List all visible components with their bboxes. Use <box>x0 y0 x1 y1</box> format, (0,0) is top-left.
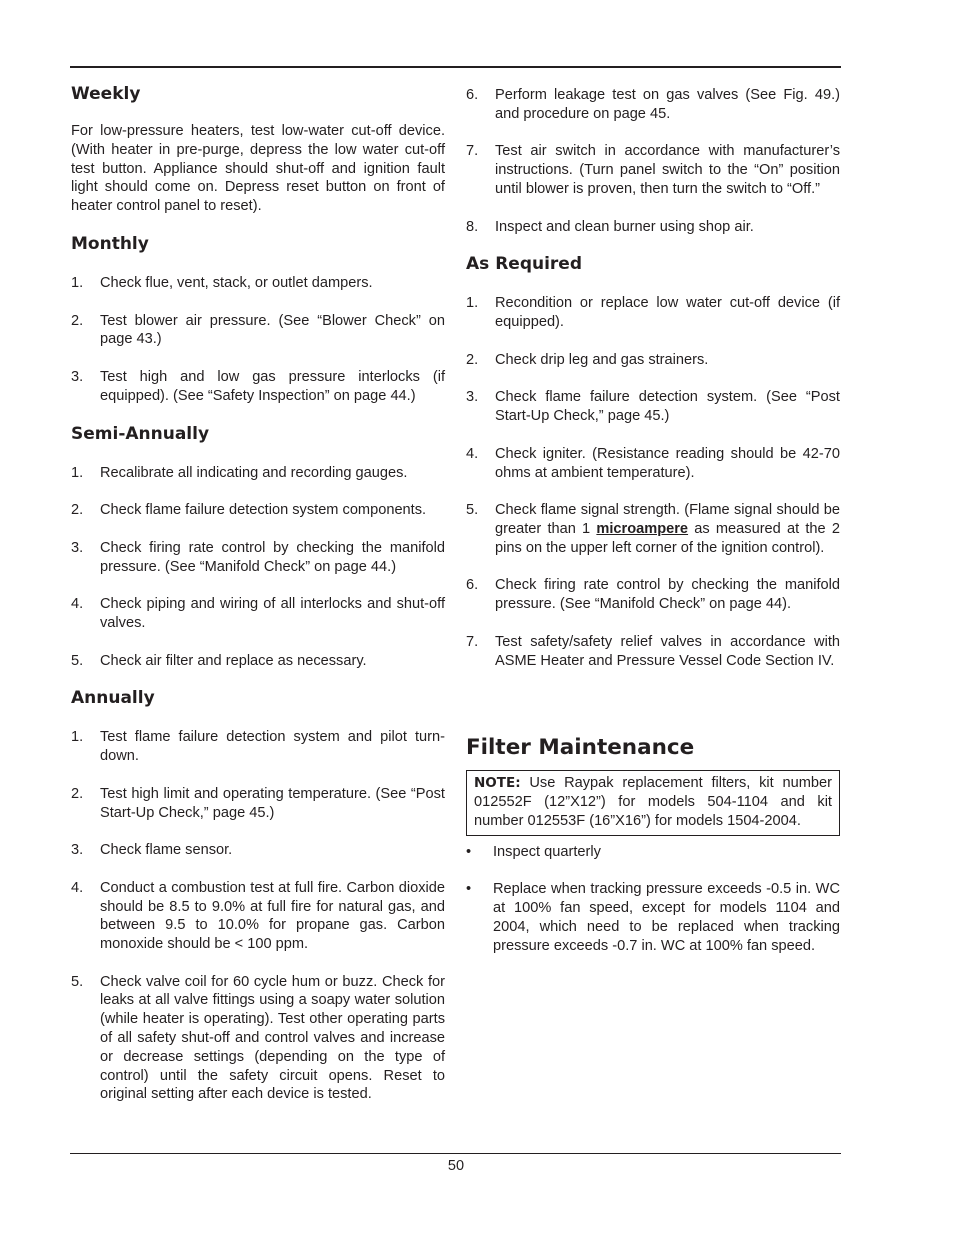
list-item <box>466 351 840 370</box>
bullet-mark: • <box>466 881 472 898</box>
list-item <box>466 142 840 198</box>
list-item <box>71 312 445 350</box>
list-item <box>71 501 445 520</box>
note-label: NOTE: <box>474 775 521 792</box>
left-column <box>71 78 445 1104</box>
bullet-mark: • <box>466 843 472 860</box>
item-text: Conduct a combustion test at full fire. Carbon dioxide should be 8.5 to 9.0% at full fire for natural gas, and between 9.5 to 10.0% for propane gas. Carbon monoxide should be < 100 ppm. <box>100 879 445 953</box>
list-item <box>466 294 840 332</box>
item-text: Check valve coil for 60 cycle hum or buzz. Check for leaks at all valve fittings using a soapy water solution (while heater is operating). Test other operating parts of all safety shut-off and control valves and increase or decrease settings (depending on the type of control) until the safety circuit opens. Reset to original setting after each device is tested. <box>100 973 445 1103</box>
continued-list <box>466 86 840 236</box>
item-text: Test high limit and operating temperature. (See “Post Start-Up Check,” page 45.) <box>100 785 445 821</box>
list-item <box>71 841 445 860</box>
item-text-after-link: as measured at the 2 pins on the upper left corner of the ignition control). <box>495 520 840 556</box>
item-text: Inspect and clean burner using shop air. <box>495 218 754 235</box>
as-required-heading: As Required <box>466 254 582 275</box>
item-number: 4. <box>71 879 84 896</box>
item-number: 5. <box>71 652 84 669</box>
item-text: Recondition or replace low water cut-off device (if equipped). <box>495 295 840 331</box>
item-text: Check firing rate control by checking the manifold pressure. (See “Manifold Check” on page 44). <box>495 577 840 613</box>
list-item <box>71 785 445 823</box>
item-number: 8. <box>466 218 479 235</box>
weekly-heading: Weekly <box>71 84 141 104</box>
item-number: 2. <box>466 351 479 368</box>
item-number: 6. <box>466 577 479 594</box>
item-text: Replace when tracking pressure exceeds -0.5 in. WC at 100% fan speed, except for models 1104 and 2004, which need to be replaced when tracking pressure exceeds -0.7 in. WC at 100% fan speed. <box>493 881 840 954</box>
item-number: 3. <box>466 389 479 406</box>
monthly-list <box>71 274 445 406</box>
list-item <box>466 218 840 237</box>
list-item <box>466 445 840 483</box>
item-number: 2. <box>71 502 84 519</box>
item-text: Test flame failure detection system and pilot turn-down. <box>100 729 445 765</box>
list-item <box>466 576 840 614</box>
filter-bullets <box>466 843 840 956</box>
item-text: Check air filter and replace as necessary. <box>100 652 367 669</box>
right-column <box>466 78 840 955</box>
list-item <box>466 388 840 426</box>
item-text: Perform leakage test on gas valves (See Fig. 49.) and procedure on page 45. <box>495 87 840 122</box>
item-text: Test high and low gas pressure interlocks (if equipped). (See “Safety Inspection” on page 44.) <box>100 368 445 404</box>
item-number: 4. <box>466 445 479 462</box>
semi-annually-heading: Semi-Annually <box>71 423 210 444</box>
filter-maintenance-heading: Filter Maintenance <box>466 735 695 761</box>
list-item <box>71 595 445 633</box>
item-text: Recalibrate all indicating and recording gauges. <box>100 464 408 481</box>
list-item <box>466 633 840 671</box>
item-text: Check firing rate control by checking the manifold pressure. (See “Manifold Check” on page 44.) <box>100 539 445 575</box>
list-item <box>71 368 445 406</box>
as-required-list <box>466 294 840 670</box>
list-item <box>466 880 840 955</box>
item-text: Check drip leg and gas strainers. <box>495 351 709 368</box>
item-text: Test blower air pressure. (See “Blower Check” on page 43.) <box>100 312 445 348</box>
list-item <box>71 274 445 293</box>
item-number: 1. <box>71 274 84 291</box>
item-number: 5. <box>71 973 84 990</box>
item-number: 2. <box>71 785 84 802</box>
item-number: 7. <box>466 633 479 650</box>
item-number: 7. <box>466 143 479 160</box>
item-number: 3. <box>71 539 84 556</box>
item-text: Check igniter. (Resistance reading should be 42-70 ohms at ambient temperature). <box>495 445 840 481</box>
list-item <box>71 728 445 766</box>
list-item <box>71 973 445 1105</box>
item-number: 1. <box>71 464 84 481</box>
item-text: Check flue, vent, stack, or outlet dampers. <box>100 274 373 291</box>
page-number: 50 <box>447 1158 465 1174</box>
item-text <box>495 501 840 557</box>
item-number: 1. <box>71 729 84 746</box>
item-text: Test air switch in accordance with manufacturer’s instructions. (Turn panel switch to the “On” position until blower is proven, then turn the switch to “Off.” <box>495 143 840 197</box>
weekly-text: For low-pressure heaters, test low-water cut-off device. (With heater in pre-purge, depress the low water cut-off test button. Appliance should shut-off and ignition fault light should come on. Depress reset button on front of heater control panel to reset). <box>71 123 445 215</box>
list-item <box>466 843 840 862</box>
item-number: 5. <box>466 502 479 519</box>
list-item <box>466 501 840 557</box>
note-box <box>466 770 840 835</box>
annually-list <box>71 728 445 1104</box>
bottom-rule <box>70 1153 841 1154</box>
microampere-link[interactable]: microampere <box>596 520 689 537</box>
item-text: Check flame failure detection system components. <box>100 502 427 519</box>
item-text: Test safety/safety relief valves in accordance with ASME Heater and Pressure Vessel Code Section IV. <box>495 633 840 669</box>
item-number: 6. <box>466 87 479 103</box>
item-number: 3. <box>71 368 84 385</box>
item-number: 3. <box>71 842 84 859</box>
list-item <box>71 879 445 954</box>
top-rule <box>70 66 841 68</box>
item-text: Check flame failure detection system. (See “Post Start-Up Check,” page 45.) <box>495 389 840 425</box>
item-text: Inspect quarterly <box>493 843 601 860</box>
list-item <box>466 86 840 124</box>
item-number: 4. <box>71 596 84 613</box>
item-text: Check flame sensor. <box>100 842 233 859</box>
semi-annually-list <box>71 464 445 671</box>
monthly-heading: Monthly <box>71 233 149 254</box>
list-item <box>71 464 445 483</box>
item-number: 1. <box>466 295 479 312</box>
item-number: 2. <box>71 312 84 329</box>
annually-heading: Annually <box>71 688 155 709</box>
item-text-before-link: Check flame signal strength. (Flame signal should be greater than 1 <box>495 502 840 537</box>
list-item <box>71 652 445 671</box>
item-text: Check piping and wiring of all interlocks and shut-off valves. <box>100 596 445 631</box>
list-item <box>71 539 445 577</box>
note-text: Use Raypak replacement filters, kit number 012552F (12”X12”) for models 504-1104 and kit number 012553F (16”X16”) for models 1504-2004. <box>474 775 832 829</box>
